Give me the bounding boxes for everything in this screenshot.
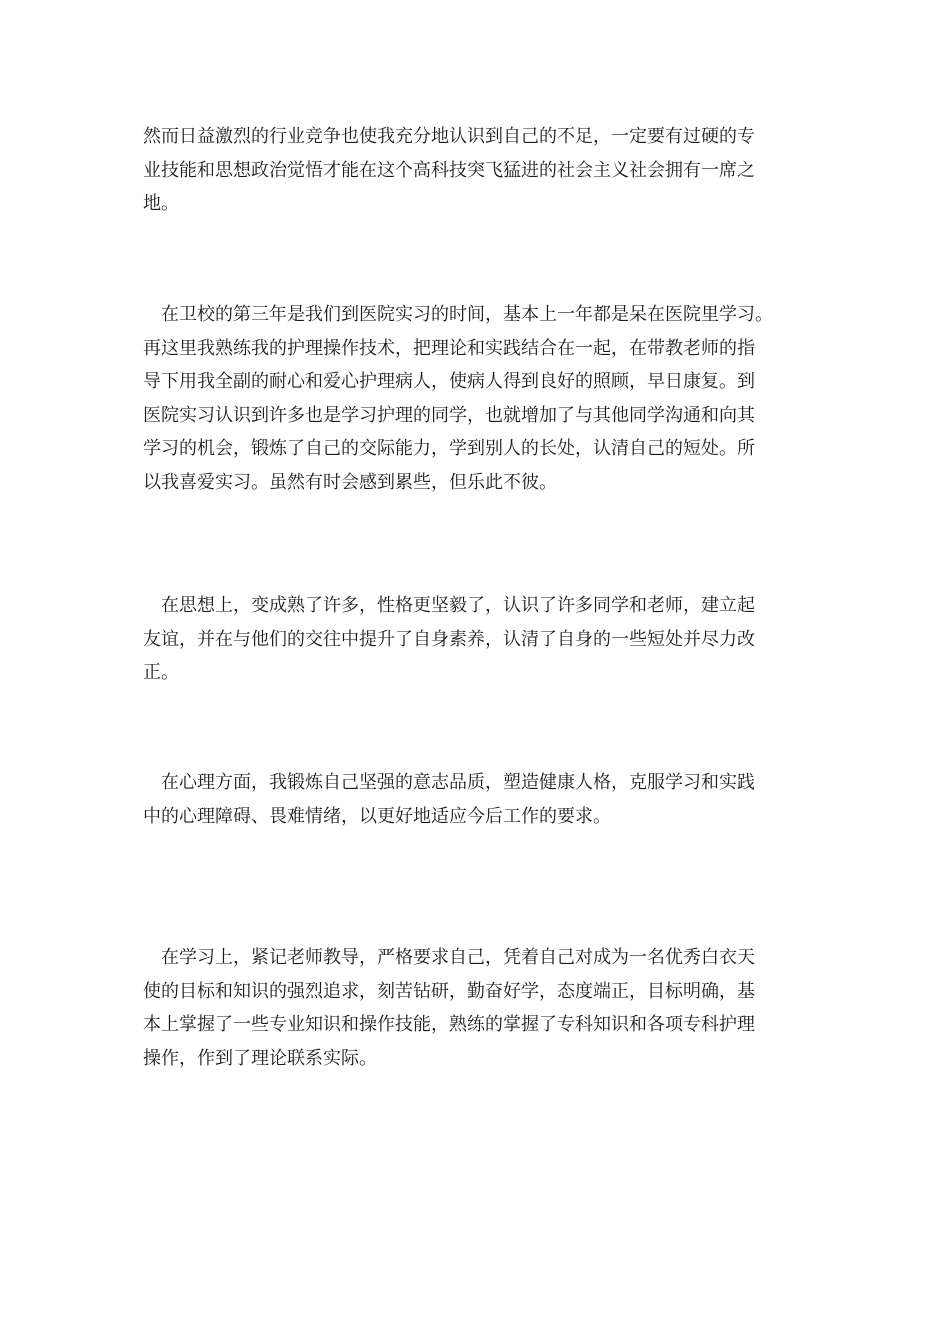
paragraph-line: 在学习上，紧记老师教导，严格要求自己，凭着自己对成为一名优秀白衣天 — [143, 947, 755, 968]
paragraph-line: 以我喜爱实习。虽然有时会感到累些，但乐此不彼。 — [143, 471, 557, 493]
paragraph-1 — [143, 120, 815, 221]
paragraph-5 — [143, 941, 815, 1075]
paragraph-line: 学习的机会，锻炼了自己的交际能力，学到别人的长处，认清自己的短处。所 — [143, 438, 755, 459]
paragraph-line: 在心理方面，我锻炼自己坚强的意志品质，塑造健康人格，克服学习和实践 — [143, 772, 755, 793]
paragraph-line: 中的心理障碍、畏难情绪，以更好地适应今后工作的要求。 — [143, 805, 611, 827]
paragraph-line: 业技能和思想政治觉悟才能在这个高科技突飞猛进的社会主义社会拥有一席之 — [143, 159, 755, 181]
paragraph-4 — [143, 766, 815, 833]
paragraph-line: 再这里我熟练我的护理操作技术，把理论和实践结合在一起，在带教老师的指 — [143, 337, 755, 359]
paragraph-line: 在思想上，变成熟了许多，性格更坚毅了，认识了许多同学和老师，建立起 — [143, 595, 755, 616]
paragraph-line: 使的目标和知识的强烈追求，刻苦钻研，勤奋好学，态度端正，目标明确，基 — [143, 980, 755, 1002]
paragraph-2 — [143, 298, 815, 499]
paragraph-line: 医院实习认识到许多也是学习护理的同学，也就增加了与其他同学沟通和向其 — [143, 404, 755, 426]
paragraph-line: 地。 — [143, 193, 179, 214]
paragraph-3 — [143, 589, 815, 690]
paragraph-line: 友谊，并在与他们的交往中提升了自身素养，认清了自身的一些短处并尽力改 — [143, 628, 755, 650]
paragraph-line: 在卫校的第三年是我们到医院实习的时间，基本上一年都是呆在医院里学习。 — [143, 304, 773, 325]
paragraph-line: 然而日益激烈的行业竞争也使我充分地认识到自己的不足，一定要有过硬的专 — [143, 126, 755, 147]
paragraph-line: 正。 — [143, 662, 179, 683]
paragraph-line: 操作，作到了理论联系实际。 — [143, 1047, 377, 1069]
paragraph-line: 本上掌握了一些专业知识和操作技能，熟练的掌握了专科知识和各项专科护理 — [143, 1014, 755, 1035]
paragraph-line: 导下用我全副的耐心和爱心护理病人，使病人得到良好的照顾，早日康复。到 — [143, 371, 755, 392]
